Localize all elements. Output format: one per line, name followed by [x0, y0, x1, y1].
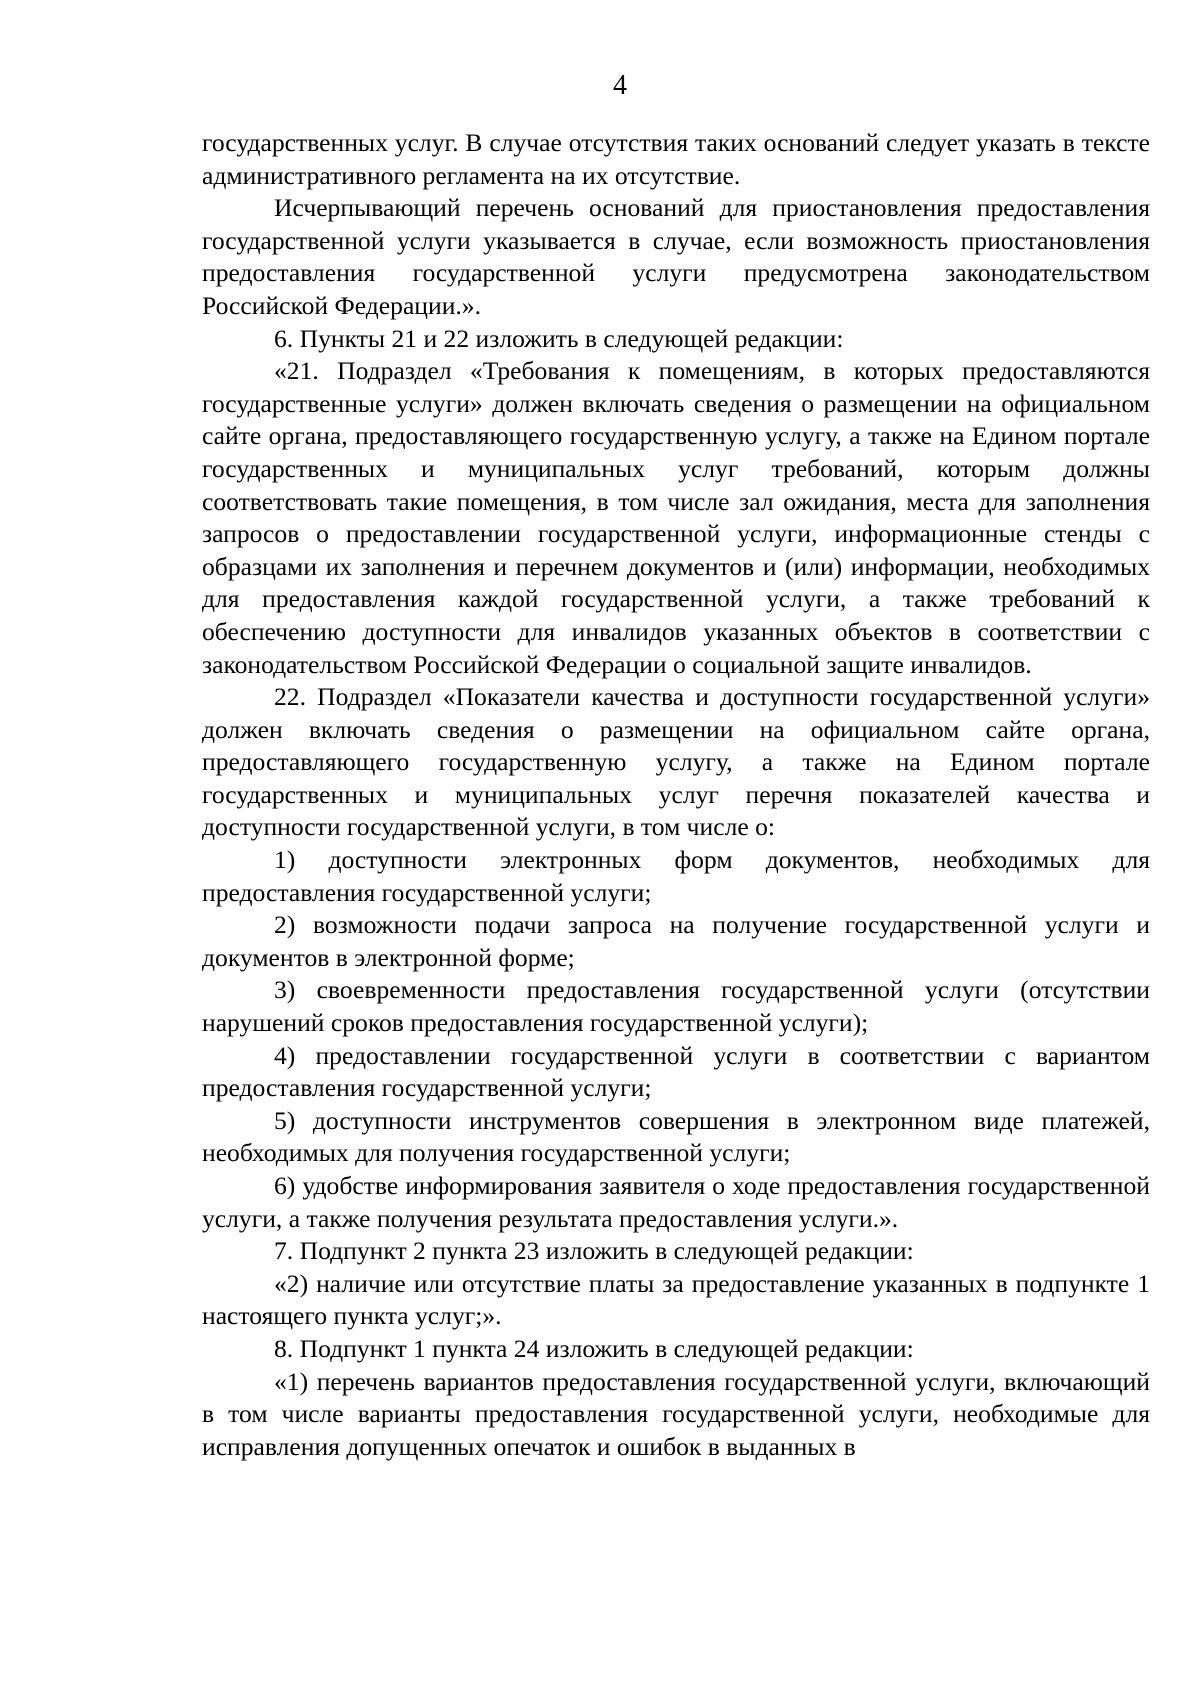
paragraph-point-22: 22. Подраздел «Показатели качества и доступности государственной услуги» должен включать сведения о размещении на официальном сайте органа, предоставляющего государственную услугу, а также на Едином портале государственных и муниципальных услуг перечня показателей качества и доступности государственной услуги, в том числе о: [202, 682, 1150, 842]
document-body [202, 127, 1150, 1463]
list-item-4: 4) предоставлении государственной услуги в соответствии с вариантом предоставления государственной услуги; [202, 1040, 1150, 1103]
list-item-6: 6) удобстве информирования заявителя о ходе предоставления государственной услуги, а также получения результата предоставления услуги.». [202, 1171, 1150, 1233]
paragraph-continuation: государственных услуг. В случае отсутствия таких оснований следует указать в тексте административного регламента на их отсутствие. [202, 128, 1150, 190]
paragraph-subpoint-1: «1) перечень вариантов предоставления государственной услуги, включающий в том числе варианты предоставления государственной услуги, необходимые для исправления допущенных опечаток и ошибок в выданных в [202, 1366, 1150, 1461]
page-number: 4 [613, 70, 627, 101]
list-item-3: 3) своевременности предоставления государственной услуги (отсутствии нарушений сроков предоставления государственной услуги); [202, 975, 1150, 1038]
paragraph-point-21: «21. Подраздел «Требования к помещениям, в которых предоставляются государственные услуги» должен включать сведения о размещении на официальном сайте органа, предоставляющего государственную услугу, а также на Едином портале государственных и муниципальных услуг требований, которым должны соответствовать такие помещения, в том числе зал ожидания, места для заполнения запросов о предоставлении государственной услуги, информационные стенды с образцами их заполнения и перечнем документов и (или) информации, необходимых для предоставления каждой государственной услуги, а также требований к обеспечению доступности для инвалидов указанных объектов в соответствии с законодательством Российской Федерации о социальной защите инвалидов. [202, 356, 1150, 679]
paragraph-item-7: 7. Подпункт 2 пункта 23 изложить в следующей редакции: [274, 1236, 914, 1266]
paragraph-suspension-grounds: Исчерпывающий перечень оснований для приостановления предоставления государственной услуги указывается в случае, если возможность приостановления предоставления государственной услуги предусмотрена законодательством Российской Федерации.». [202, 193, 1150, 320]
paragraph-subpoint-2: «2) наличие или отсутствие платы за предоставление указанных в подпункте 1 настоящего пункта услуг;». [202, 1268, 1150, 1331]
list-item-2: 2) возможности подачи запроса на получение государственной услуги и документов в электронной форме; [202, 910, 1150, 972]
paragraph-item-8: 8. Подпункт 1 пункта 24 изложить в следующей редакции: [274, 1333, 914, 1363]
paragraph-item-6: 6. Пункты 21 и 22 изложить в следующей редакции: [274, 323, 844, 353]
list-item-1: 1) доступности электронных форм документов, необходимых для предоставления государственной услуги; [202, 845, 1150, 907]
list-item-5: 5) доступности инструментов совершения в электронном виде платежей, необходимых для получения государственной услуги; [202, 1105, 1150, 1168]
